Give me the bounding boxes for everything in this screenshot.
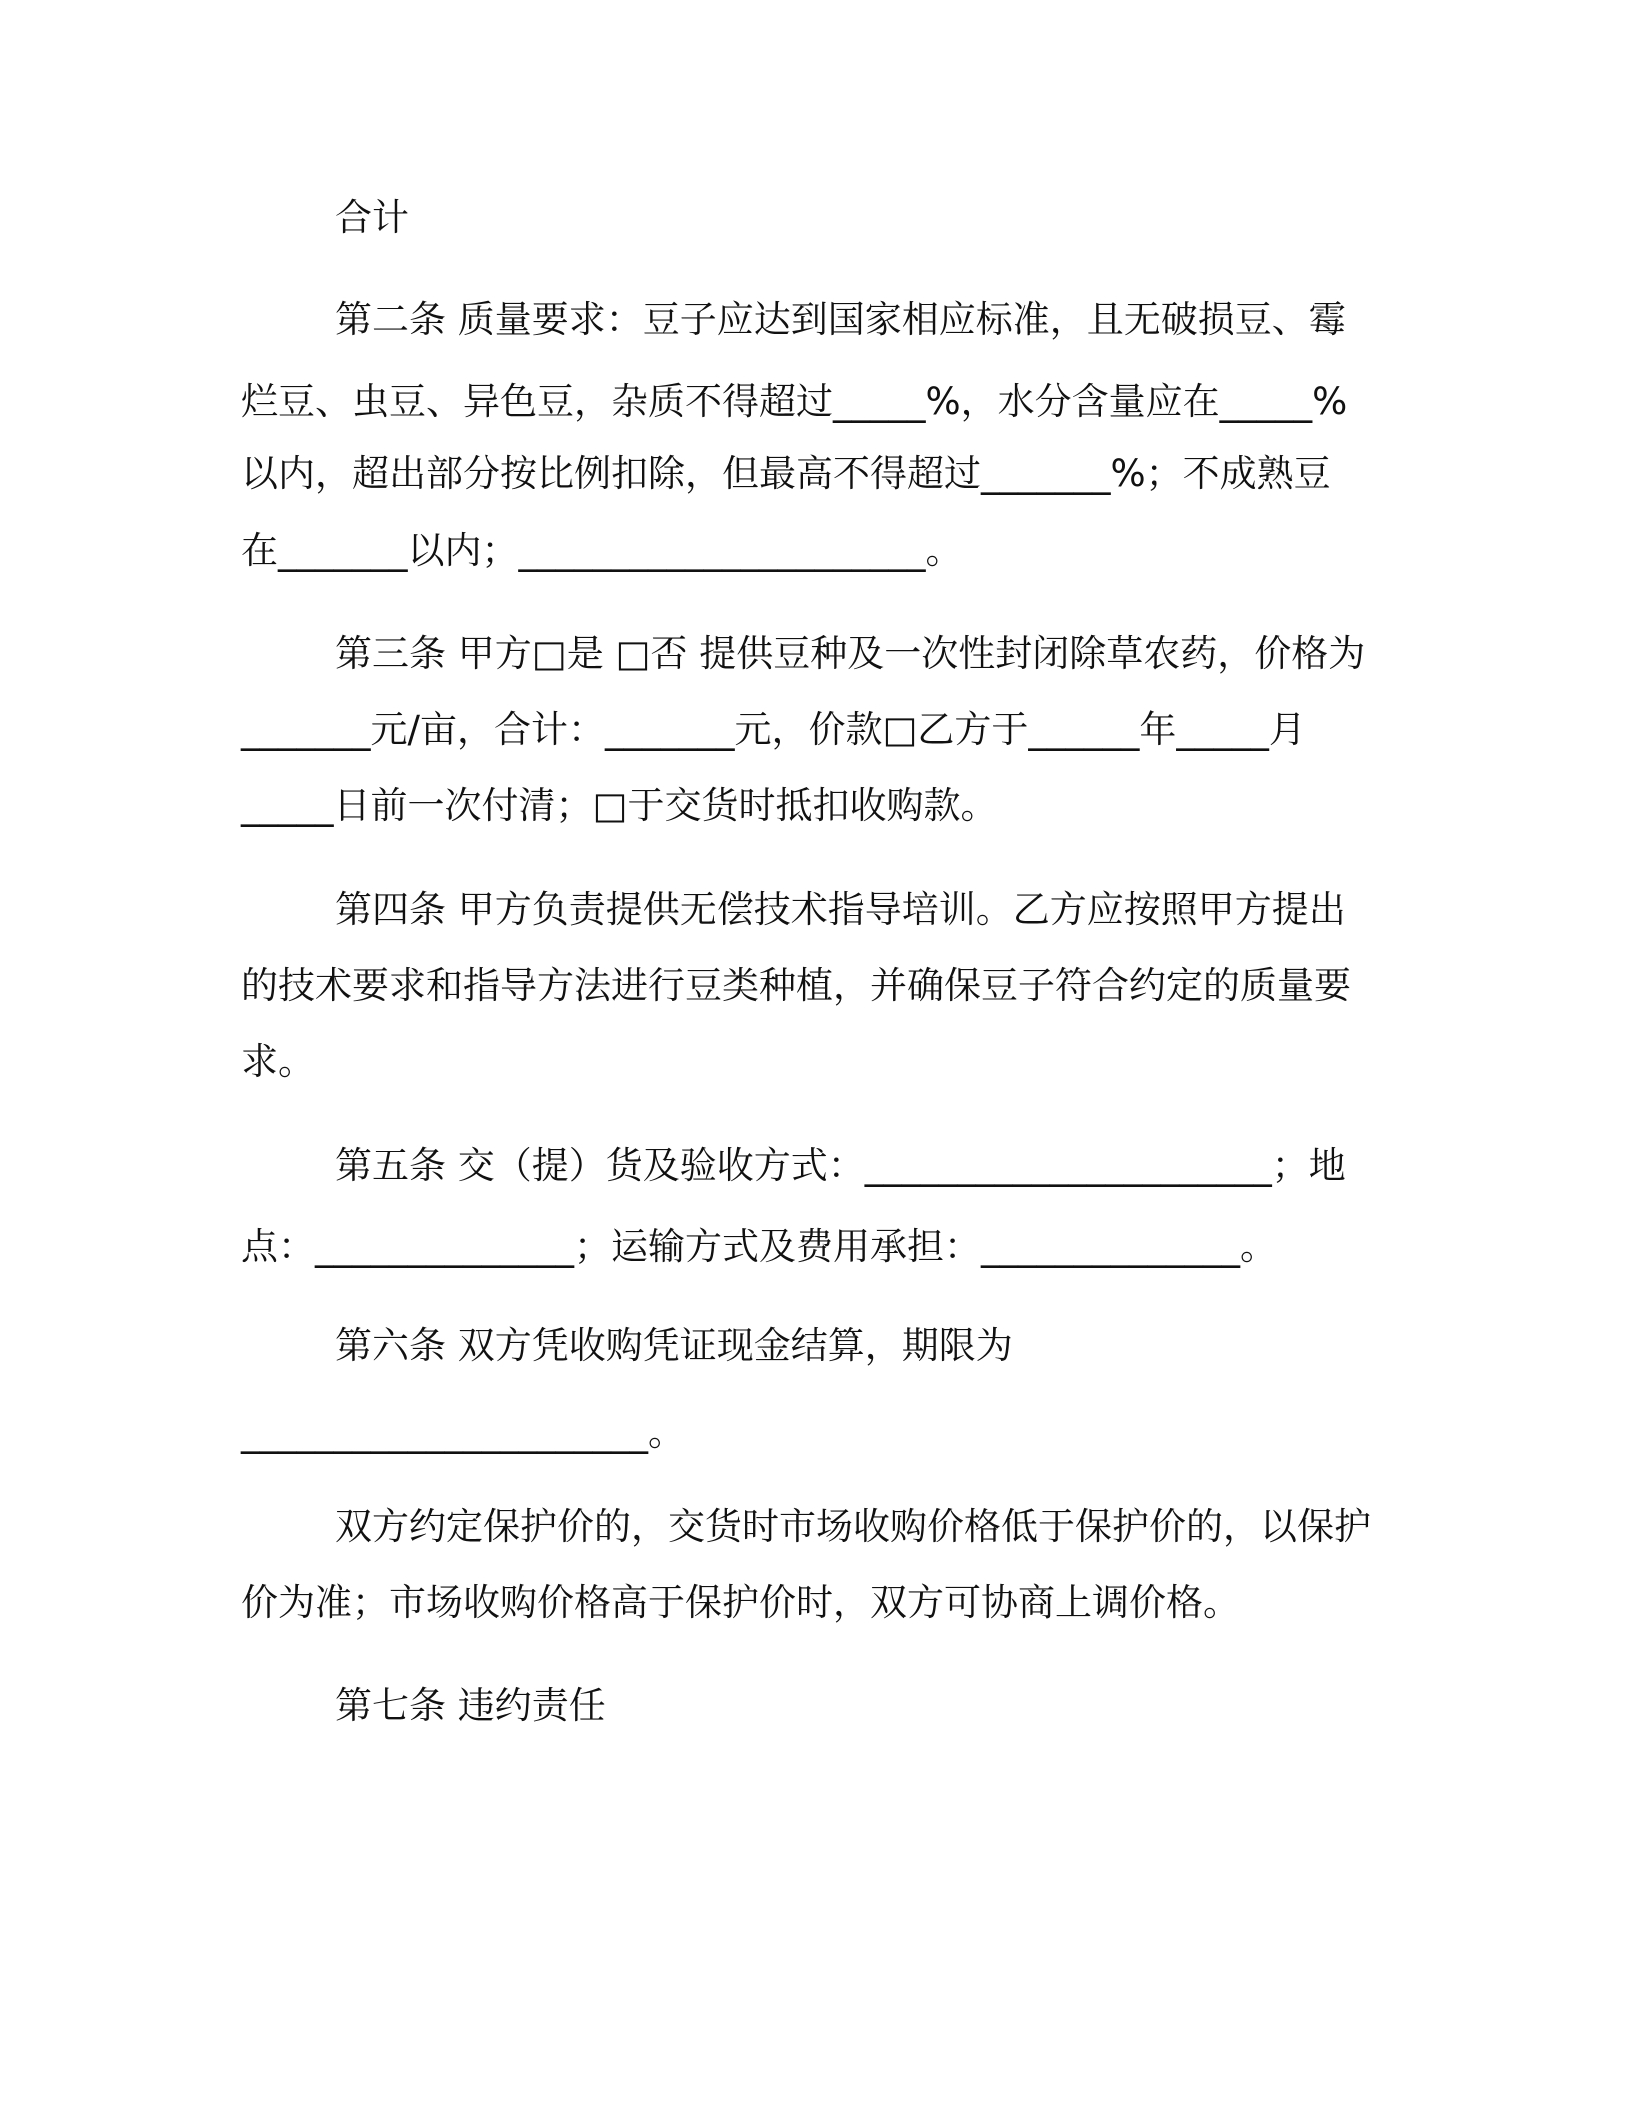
article-3-line-2: _______元/亩，合计：_______元，价款□乙方于______年_____月: [241, 708, 1306, 751]
article-3-line-3: _____日前一次付清；□于交货时抵扣收购款。: [241, 784, 998, 827]
heading-total: 合计: [335, 196, 409, 239]
article-2-line-4: 在_______以内；______________________。: [241, 529, 963, 572]
article-2-line-2: 烂豆、虫豆、异色豆，杂质不得超过_____%，水分含量应在_____%: [241, 380, 1348, 423]
article-2-line-3: 以内，超出部分按比例扣除，但最高不得超过_______%；不成熟豆: [241, 452, 1331, 495]
protection-price-line-2: 价为准；市场收购价格高于保护价时，双方可协商上调价格。: [241, 1581, 1240, 1624]
protection-price-line-1: 双方约定保护价的，交货时市场收购价格低于保护价的，以保护: [335, 1505, 1371, 1548]
article-5-line-2: 点：______________；运输方式及费用承担：______________。: [241, 1225, 1277, 1268]
article-4-line-2: 的技术要求和指导方法进行豆类种植，并确保豆子符合约定的质量要: [241, 964, 1351, 1007]
article-7-heading: 第七条 违约责任: [335, 1684, 606, 1727]
article-4-line-3: 求。: [241, 1040, 315, 1083]
article-5-line-1: 第五条 交（提）货及验收方式：______________________；地: [335, 1144, 1346, 1187]
article-6-line-2: ______________________。: [241, 1411, 685, 1454]
article-6-line-1: 第六条 双方凭收购凭证现金结算，期限为: [335, 1324, 1013, 1367]
article-4-line-1: 第四条 甲方负责提供无偿技术指导培训。乙方应按照甲方提出: [335, 888, 1346, 931]
article-2-line-1: 第二条 质量要求：豆子应达到国家相应标准，且无破损豆、霉: [335, 298, 1346, 341]
article-3-line-1: 第三条 甲方□是 □否 提供豆种及一次性封闭除草农药，价格为: [335, 632, 1366, 675]
